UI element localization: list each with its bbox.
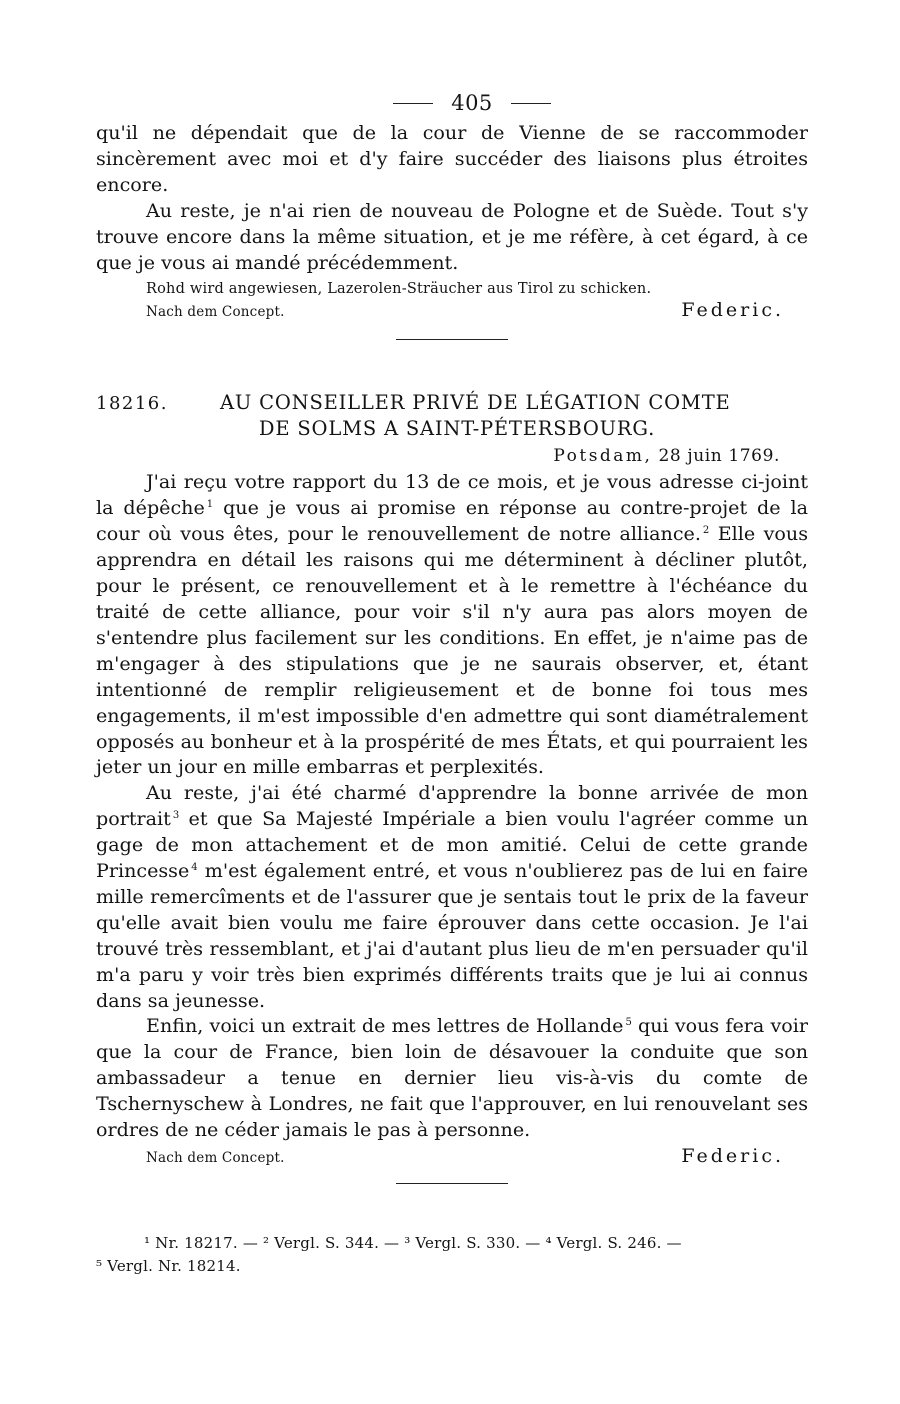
dateline-date: 28 juin 1769. (658, 446, 780, 467)
paragraph: Au reste, je n'ai rien de nouveau de Pologne et de Suède. Tout s'y trouve encore dans la même situation, et je me réfère, à cet égard, à ce que je vous ai mandé précédemment. (96, 198, 808, 274)
footnote-marker: 2 (702, 525, 710, 537)
text-run: que je vous ai promise en réponse au contre-projet de la cour où vous êtes, pour le renouvellement de notre alliance. (96, 496, 808, 546)
text-run: qui vous fera voir que la cour de France, bien loin de désavouer la conduite que son ambassadeur a tenue en dernier lieu vis-à-vis du comte de Tschernyschew à Londres, ne fait que l'approuver, en lui renouvelant ses ordres de ne céder jamais le pas à personne. (96, 1014, 808, 1142)
section-divider (396, 339, 508, 340)
letter-heading (96, 390, 808, 441)
letter-title-line1: AU CONSEILLER PRIVÉ DE LÉGATION COMTE (220, 391, 731, 415)
letter-closing (96, 1145, 808, 1167)
paragraph (96, 469, 808, 780)
text-run: Au reste, j'ai été charmé d'apprendre la bonne arrivée de mon portrait (96, 781, 808, 831)
footnote-line: ⁵ Vergl. Nr. 18214. (96, 1257, 241, 1275)
dateline (96, 446, 808, 466)
signature: Federic. (681, 299, 784, 322)
section-divider (396, 1183, 508, 1184)
editorial-note: Rohd wird angewiesen, Lazerolen-Sträucher aus Tirol zu schicken. (146, 281, 652, 298)
text-run: et que Sa Majesté Impériale a bien voulu l'agréer comme un gage de mon attachement et de mon amitié. Celui de cette grande Princesse (96, 807, 808, 883)
text-run: Enfin, voici un extrait de mes lettres de Hollande (146, 1014, 624, 1038)
text-run: J'ai reçu votre rapport du 13 de ce mois, et je vous adresse ci-joint la dépêche (96, 470, 808, 520)
header-dash-left (393, 103, 433, 104)
paragraph (96, 1013, 808, 1143)
letter-18216 (96, 390, 808, 1167)
previous-letter-ending (96, 120, 808, 321)
page-number: 405 (451, 91, 493, 115)
dateline-place: Potsdam, (553, 446, 653, 467)
footnote-marker: 4 (191, 862, 198, 874)
text-run: Elle vous apprendra en détail les raisons qui me déterminent à décliner plutôt, pour le présent, ce renouvellement et à le remettre à l'échéance du traité de cette alliance, pour voir s'il n'y aura pas alors moyen de s'entendre plus facilement sur les conditions. En effet, je n'aime pas de m'engager à des stipulations que je ne saurais observer, et, étant intentionné de remplir religieusement et de bonne foi tous mes engagements, il m'est impossible d'en admettre qui sont diamétralement opposés au bonheur et à la prospérité de mes États, et qui pourraient les jeter un jour en mille embarras et perplexités. (96, 522, 808, 779)
paragraph (96, 780, 808, 1013)
footnotes (96, 1232, 808, 1278)
footnote-marker: 1 (206, 499, 214, 511)
header-dash-right (511, 103, 551, 104)
footnote-marker: 5 (625, 1017, 632, 1029)
paragraph: qu'il ne dépendait que de la cour de Vienne de se raccommoder sincèrement avec moi et d'y faire succéder des liaisons plus étroites encore. (96, 121, 808, 196)
source-note: Nach dem Concept. (146, 304, 285, 321)
letter-number: 18216. (96, 393, 168, 415)
letter-closing (96, 299, 808, 321)
signature: Federic. (681, 1145, 784, 1167)
source-note: Nach dem Concept. (146, 1150, 285, 1166)
letter-title-line2: DE SOLMS A SAINT-PÉTERSBOURG. (258, 417, 656, 441)
document-page (96, 86, 808, 1278)
footnote-line: ¹ Nr. 18217. — ² Vergl. S. 344. — ³ Vergl. S. 330. — ⁴ Vergl. S. 246. — (144, 1234, 682, 1252)
page-header (136, 86, 808, 120)
text-run: m'est également entré, et vous n'oublierez pas de lui en faire mille remercîments et de l'assurer que je sentais tout le prix de la faveur qu'elle avait bien voulu me faire éprouver dans cette occasion. Je l'ai trouvé très ressemblant, et j'ai d'autant plus lieu de m'en persuader qu'il m'a paru y voir très bien exprimés différents traits que je lui ai connus dans sa jeunesse. (96, 859, 808, 1012)
footnote-marker: 3 (172, 810, 180, 822)
